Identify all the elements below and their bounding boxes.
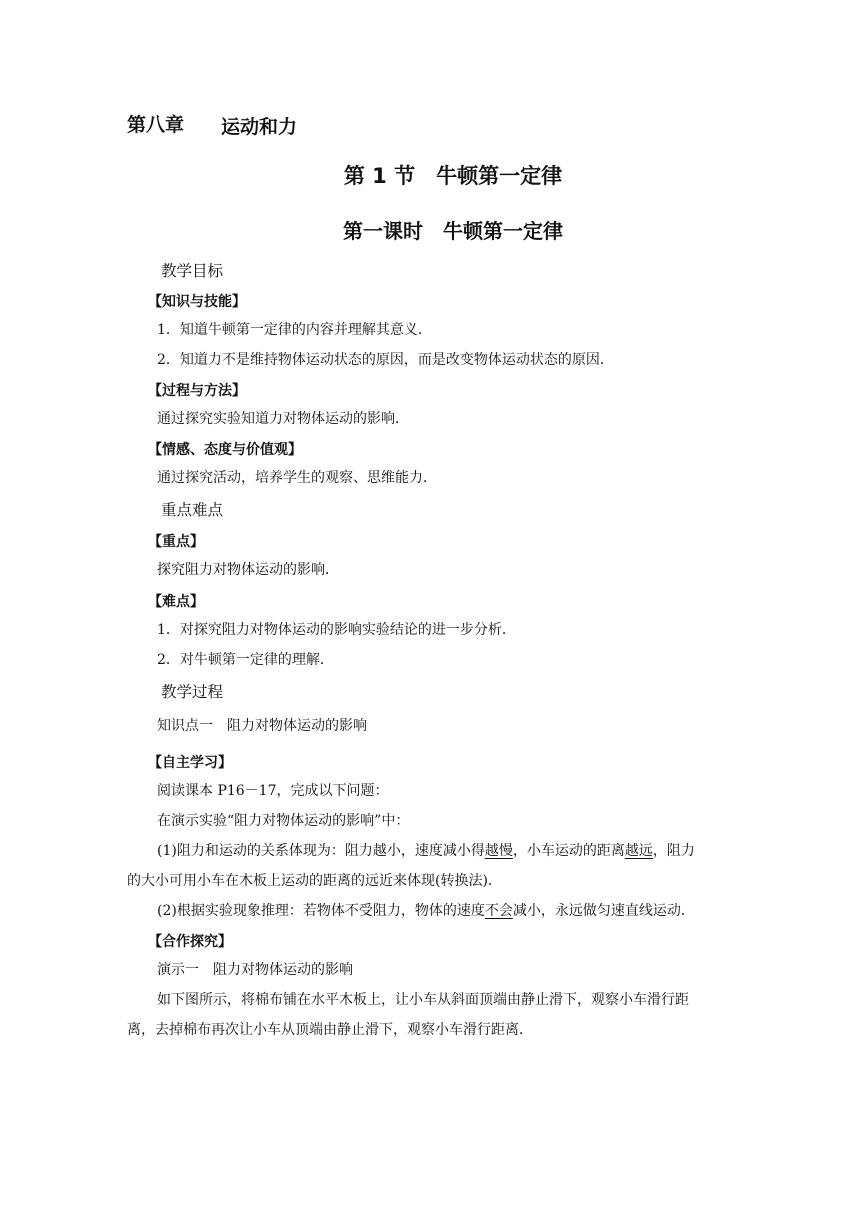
knowledge-point-title: 知识点一 阻力对物体运动的影响 [157,718,367,734]
question-1-text-a: (1)阻力和运动的关系体现为：阻力越小，速度减小得 [157,843,485,859]
knowledge-item-1: 1．知道牛顿第一定律的内容并理解其意义． [157,322,432,338]
difficult-item-2: 2．对牛顿第一定律的理解． [157,652,334,668]
question-2-text-a: (2)根据实验现象推理：若物体不受阻力，物体的速度 [157,903,485,919]
key-points-heading: 重点难点 [161,501,224,519]
key-point-label: 【重点】 [148,534,204,550]
demo-intro: 在演示实验“阻力对物体运动的影响”中： [157,813,410,829]
knowledge-item-2: 2．知道力不是维持物体运动状态的原因，而是改变物体运动状态的原因． [157,352,614,368]
key-point-text: 探究阻力对物体运动的影响． [157,562,339,578]
teaching-process-heading: 教学过程 [161,683,224,701]
question-1-text-c: ，阻力 [652,843,695,859]
answer-slower: 越慢 [484,843,513,859]
difficult-point-label: 【难点】 [148,594,204,610]
answer-will-not: 不会 [484,903,513,919]
question-2-text-b: 减小，永远做匀速直线运动． [512,903,695,919]
emotion-values-label: 【情感、态度与价值观】 [148,442,302,458]
answer-farther: 越远 [624,843,653,859]
reading-instruction: 阅读课本 P16－17，完成以下问题： [157,783,389,799]
objectives-heading: 教学目标 [161,262,224,280]
emotion-values-text: 通过探究活动，培养学生的观察、思维能力． [157,470,437,486]
question-1-line-2: 的大小可用小车在木板上运动的距离的远近来体现(转换法). [127,873,493,889]
chapter-label: 第八章 [127,114,185,136]
demo-one-title: 演示一 阻力对物体运动的影响 [157,962,353,978]
chapter-title: 运动和力 [221,116,298,138]
demo-description-line-2: 离，去掉棉布再次让小车从顶端由静止滑下，观察小车滑行距离． [127,1022,533,1038]
process-method-label: 【过程与方法】 [148,383,246,399]
knowledge-skills-label: 【知识与技能】 [148,294,246,310]
difficult-item-1: 1．对探究阻力对物体运动的影响实验结论的进一步分析． [157,622,516,638]
lesson-title: 第一课时 牛顿第一定律 [343,219,563,243]
cooperative-inquiry-label: 【合作探究】 [148,934,232,950]
self-study-label: 【自主学习】 [148,755,232,771]
demo-description-line-1: 如下图所示，将棉布铺在水平木板上，让小车从斜面顶端由静止滑下，观察小车滑行距 [157,992,689,1008]
question-2 [157,902,695,920]
question-1-line-1 [157,842,695,860]
section-title: 第 1 节 牛顿第一定律 [343,164,563,188]
question-1-text-b: ，小车运动的距离 [512,843,625,859]
process-method-text: 通过探究实验知道力对物体运动的影响． [157,411,409,427]
